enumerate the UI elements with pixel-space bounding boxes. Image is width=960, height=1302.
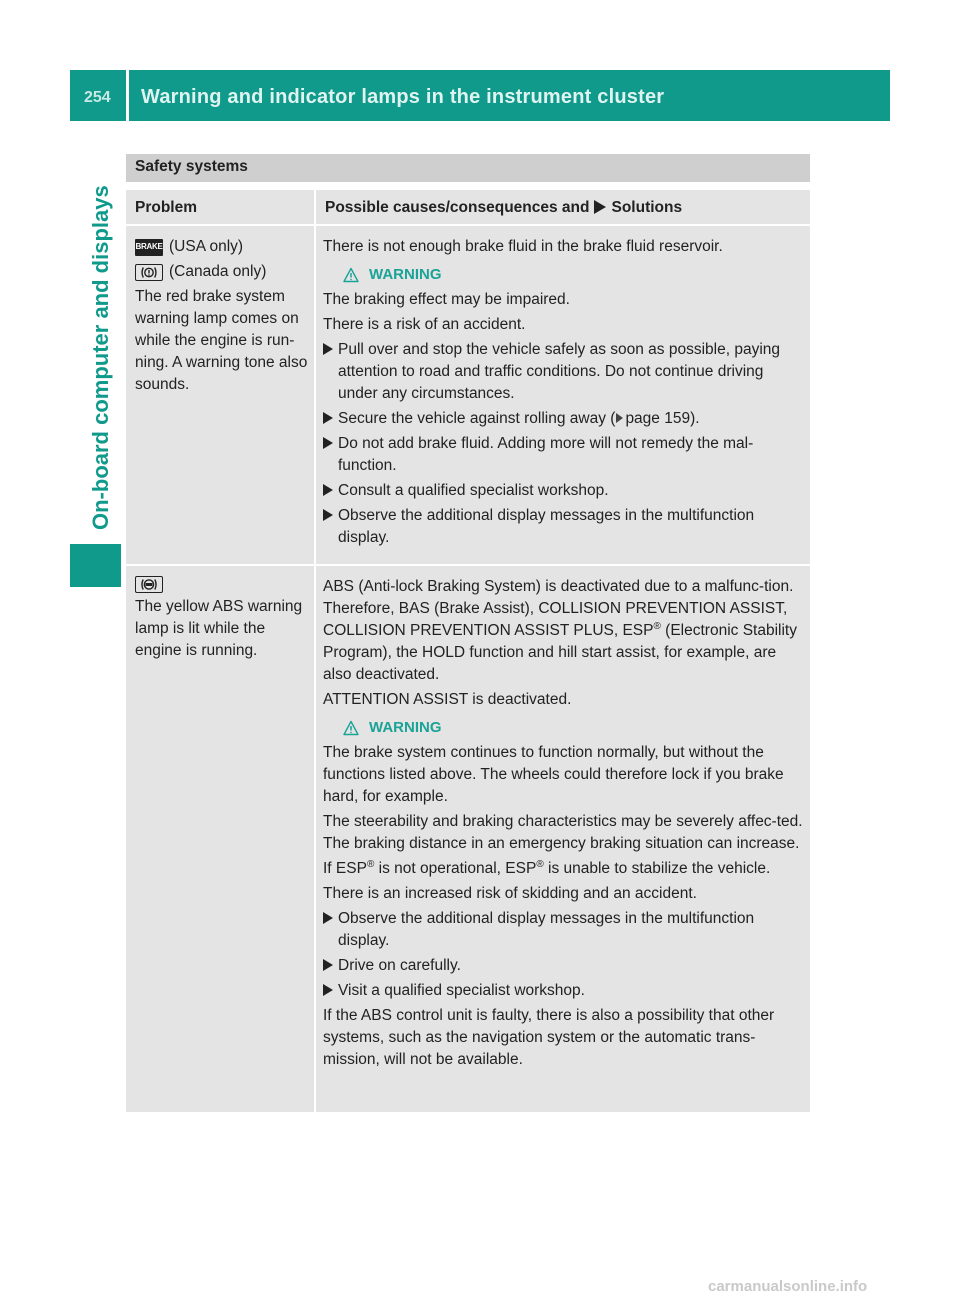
bullet-arrow-icon (323, 955, 338, 977)
table-row (126, 226, 810, 564)
warning-text-b: is not operational, ESP (374, 860, 537, 877)
list-item-text: Consult a qualified specialist workshop. (338, 482, 609, 499)
warning-text: The braking effect may be impaired. (323, 291, 570, 308)
warning-text: The steerability and braking characteristics may be severely affec-ted. The braking distance in an emergency braking situation can increase. (323, 813, 803, 852)
header-solutions (316, 190, 810, 224)
lamp-line-canada (135, 261, 314, 283)
problem-text: The red brake system warning lamp comes on while the engine is run-ning. A warning tone also sounds. (135, 288, 308, 393)
lamp-canada-label: (Canada only) (169, 263, 267, 280)
warning-text: There is an increased risk of skidding and an accident. (323, 885, 697, 902)
problem-cell (126, 226, 314, 564)
lamp-usa-label: (USA only) (169, 238, 244, 255)
abs-lamp-icon (135, 576, 163, 593)
list-item (323, 433, 804, 477)
table-header-row (126, 190, 810, 224)
cause-text (323, 576, 804, 686)
list-item (323, 908, 804, 952)
list-item-text: Drive on carefully. (338, 957, 461, 974)
lamp-line-usa (135, 236, 314, 258)
table-row (126, 566, 810, 1112)
warning-text: There is a risk of an accident. (323, 316, 526, 333)
warning-text (323, 858, 804, 880)
side-chapter-label: On-board computer and displays (88, 185, 113, 530)
brake-circle-lamp-icon (135, 264, 163, 281)
bullet-arrow-icon (323, 408, 338, 430)
solutions-cell (316, 226, 810, 564)
registered-mark: ® (366, 858, 375, 870)
warning-heading (343, 266, 804, 283)
list-item-text (338, 408, 700, 430)
list-item (323, 955, 804, 977)
list-item (323, 408, 804, 430)
problem-text: The yellow ABS warning lamp is lit while the engine is running. (135, 598, 303, 659)
chapter-title: Warning and indicator lamps in the instrument cluster (141, 86, 665, 108)
header-solutions-label: Possible causes/consequences and (325, 199, 590, 216)
warning-heading (343, 719, 804, 736)
cause-text: ATTENTION ASSIST is deactivated. (323, 691, 572, 708)
list-item (323, 339, 804, 405)
cause-text-a: ABS (Anti-lock Braking System) is deactivated due to a malfunc-tion. Therefore, BAS (Brake Assist), COLLISION PREVENTION ASSIST, COLLISION PREVENTION ASSIST PLUS, ESP (323, 578, 794, 639)
watermark: carmanualsonline.info (708, 1278, 868, 1295)
warning-text-c: is unable to stabilize the vehicle. (543, 860, 771, 877)
list-item (323, 505, 804, 549)
solutions-cell (316, 566, 810, 1112)
warning-text-a: If ESP (323, 860, 367, 877)
cause-text: There is not enough brake fluid in the brake fluid reservoir. (323, 238, 723, 255)
problem-cell (126, 566, 314, 1112)
warning-label: WARNING (369, 266, 442, 283)
page-reference-icon (616, 413, 623, 423)
list-item (323, 480, 804, 502)
bullet-arrow-icon (323, 980, 338, 1002)
bullet-arrow-icon (323, 505, 338, 549)
page-reference-link[interactable]: page 159). (625, 410, 700, 427)
solutions-arrow-icon (594, 200, 606, 214)
list-item-text: Observe the additional display messages in the multifunction display. (338, 910, 755, 949)
bullet-arrow-icon (323, 480, 338, 502)
list-item-text: Observe the additional display messages in the multifunction display. (338, 507, 755, 546)
cause-text-b: (Electronic Stability Program), the HOLD function and hill start assist, for example, are also deactivated. (323, 622, 797, 683)
list-item-text: Do not add brake fluid. Adding more will not remedy the mal-function. (338, 435, 754, 474)
page-number: 254 (84, 89, 111, 106)
note-text: If the ABS control unit is faulty, there is also a possibility that other systems, such as the navigation system or the automatic trans-mission, will not be available. (323, 1007, 775, 1068)
header-problem: Problem (126, 190, 314, 224)
bullet-arrow-icon (323, 339, 338, 405)
side-tab-block (70, 544, 121, 587)
warning-text: The brake system continues to function normally, but without the functions listed above. The wheels could therefore lock if you brake hard, for example. (323, 744, 784, 805)
section-title: Safety systems (135, 158, 248, 175)
header-solutions-label-b: Solutions (611, 199, 683, 216)
safety-table (126, 190, 810, 1114)
list-item-text-a: Secure the vehicle against rolling away ( (338, 410, 616, 427)
list-item-text: Pull over and stop the vehicle safely as soon as possible, paying attention to road and traffic conditions. Do not continue driving under any circumstances. (338, 341, 781, 402)
registered-mark: ® (653, 620, 661, 632)
registered-mark: ® (536, 858, 544, 870)
bullet-arrow-icon (323, 433, 338, 477)
warning-triangle-icon (343, 720, 359, 736)
lamp-line-abs (135, 576, 314, 593)
header-divider (126, 70, 129, 121)
brake-lamp-icon: BRAKE (135, 239, 163, 256)
warning-triangle-icon (343, 267, 359, 283)
bullet-arrow-icon (323, 908, 338, 952)
list-item (323, 980, 804, 1002)
warning-label: WARNING (369, 719, 442, 736)
list-item-text: Visit a qualified specialist workshop. (338, 982, 585, 999)
